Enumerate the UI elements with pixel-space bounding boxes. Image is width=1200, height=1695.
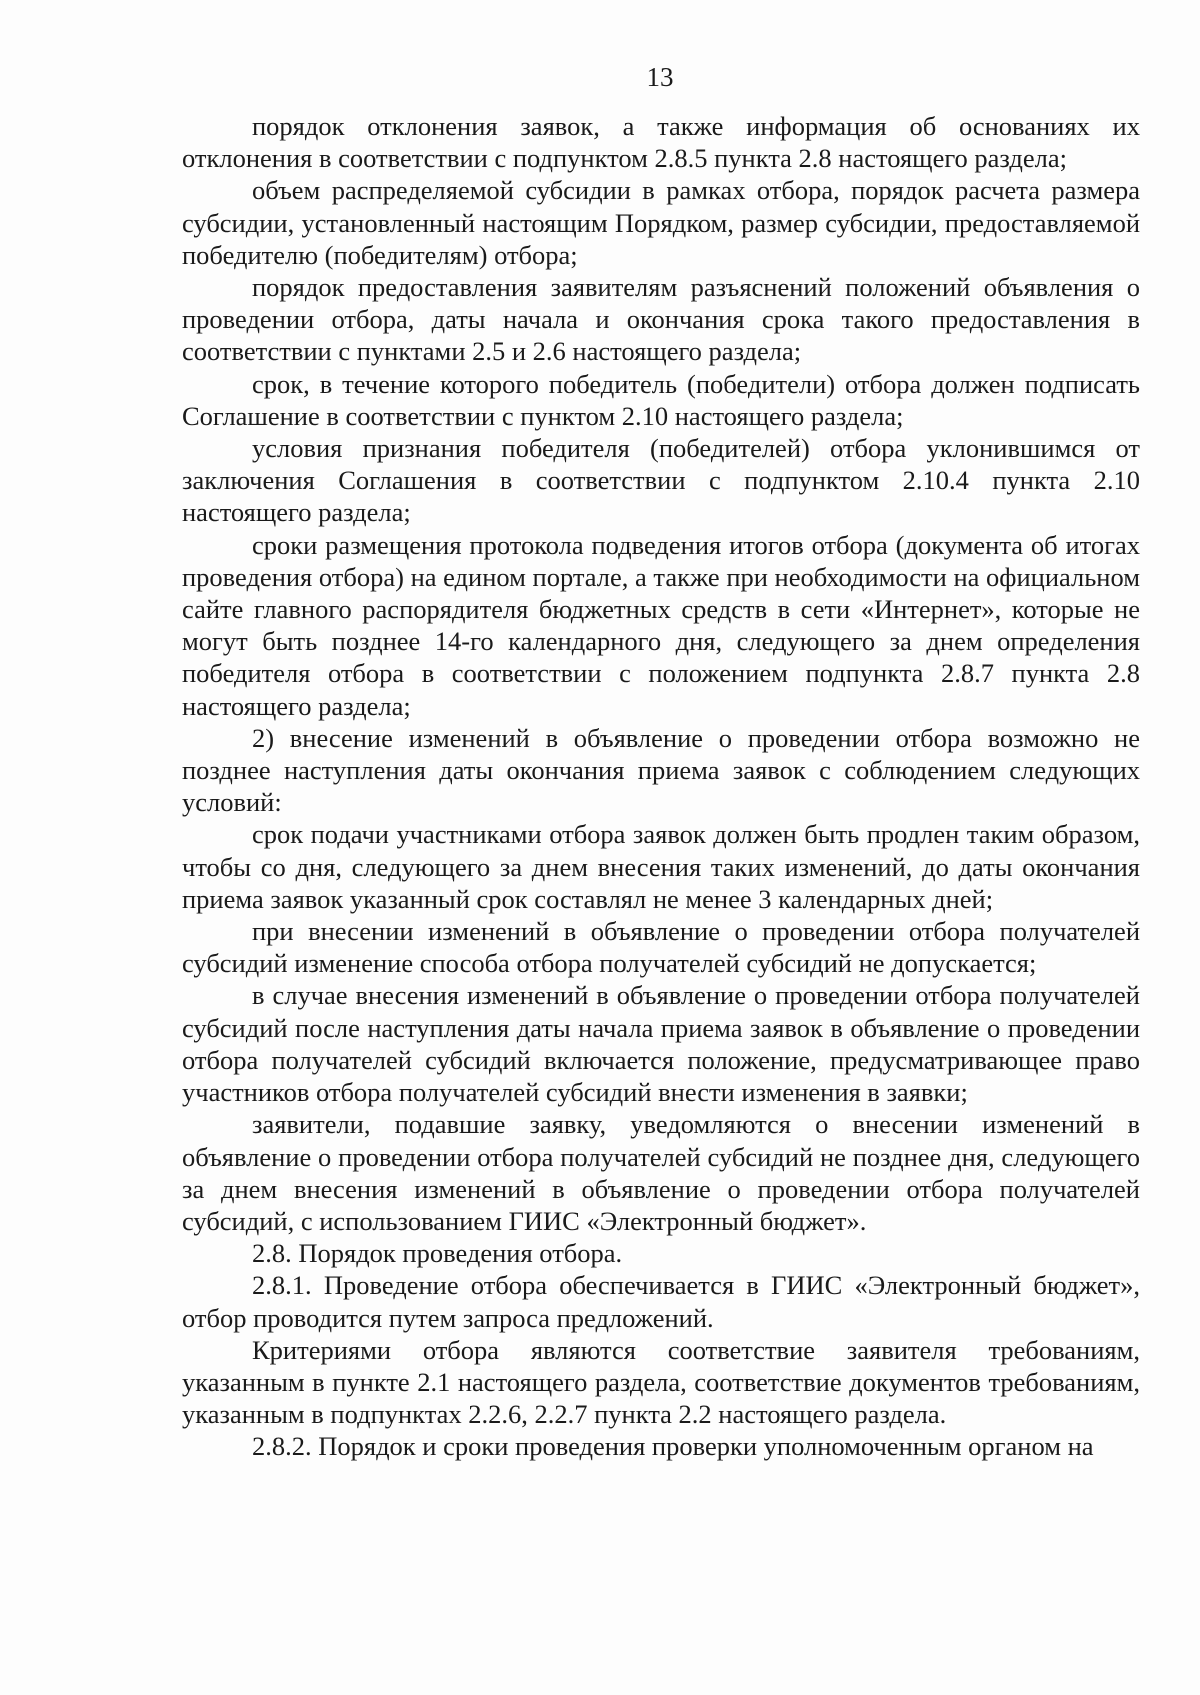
paragraph: 2) внесение изменений в объявление о проведении отбора возможно не позднее наступления даты окончания приема заявок с соблюдением следующих условий: xyxy=(182,722,1140,818)
paragraph: объем распределяемой субсидии в рамках отбора, порядок расчета размера субсидии, установленный настоящим Порядком, размер субсидии, предоставляемой победителю (победителям) отбора; xyxy=(182,175,1140,270)
paragraph: 2.8. Порядок проведения отбора. xyxy=(252,1238,623,1269)
paragraph: срок, в течение которого победитель (победители) отбора должен подписать Соглашение в соответствии с пунктом 2.10 настоящего раздела; xyxy=(182,368,1140,431)
paragraph: в случае внесения изменений в объявление о проведении отбора получателей субсидий после наступления даты начала приема заявок в объявление о проведении отбора получателей субсидий включается положение, предусматривающее право участников отбора получателей субсидий внести изменения в заявки; xyxy=(182,980,1140,1108)
page-number: 13 xyxy=(646,62,674,92)
paragraph: заявители, подавшие заявку, уведомляются о внесении изменений в объявление о проведении отбора получателей субсидий не позднее дня, следующего за днем внесения изменений в объявление о проведении отбора получателей субсидий, с использованием ГИИС «Электронный бюджет». xyxy=(182,1109,1140,1236)
paragraph: условия признания победителя (победителей) отбора уклонившимся от заключения Соглашения в соответствии с подпунктом 2.10.4 пункта 2.10 настоящего раздела; xyxy=(182,433,1140,528)
paragraph: сроки размещения протокола подведения итогов отбора (документа об итогах проведения отбора) на едином портале, а также при необходимости на официальном сайте главного распорядителя бюджетных средств в сети «Интернет», которые не могут быть позднее 14-го календарного дня, следующего за днем определения победителя отбора в соответствии с положением подпункта 2.8.7 пункта 2.8 настоящего раздела; xyxy=(182,529,1140,721)
paragraph: 2.8.2. Порядок и сроки проведения проверки уполномоченным органом на xyxy=(252,1431,1094,1462)
paragraph: при внесении изменений в объявление о проведении отбора получателей субсидий изменение способа отбора получателей субсидий не допускается; xyxy=(182,916,1140,979)
paragraph: срок подачи участниками отбора заявок должен быть продлен таким образом, чтобы со дня, следующего за днем внесения таких изменений, до даты окончания приема заявок указанный срок составлял не менее 3 календарных дней; xyxy=(182,819,1140,914)
paragraph: 2.8.1. Проведение отбора обеспечивается в ГИИС «Электронный бюджет», отбор проводится путем запроса предложений. xyxy=(182,1270,1140,1333)
paragraph: порядок предоставления заявителям разъяснений положений объявления о проведении отбора, даты начала и окончания срока такого предоставления в соответствии с пунктами 2.5 и 2.6 настоящего раздела; xyxy=(182,272,1140,367)
paragraph: Критериями отбора являются соответствие заявителя требованиям, указанным в пункте 2.1 настоящего раздела, соответствие документов требованиям, указанным в подпунктах 2.2.6, 2.2.7 пункта 2.2 настоящего раздела. xyxy=(182,1334,1140,1430)
paragraph: порядок отклонения заявок, а также информация об основаниях их отклонения в соответствии с подпунктом 2.8.5 пункта 2.8 настоящего раздела; xyxy=(182,111,1140,174)
document-body xyxy=(182,110,1140,1463)
